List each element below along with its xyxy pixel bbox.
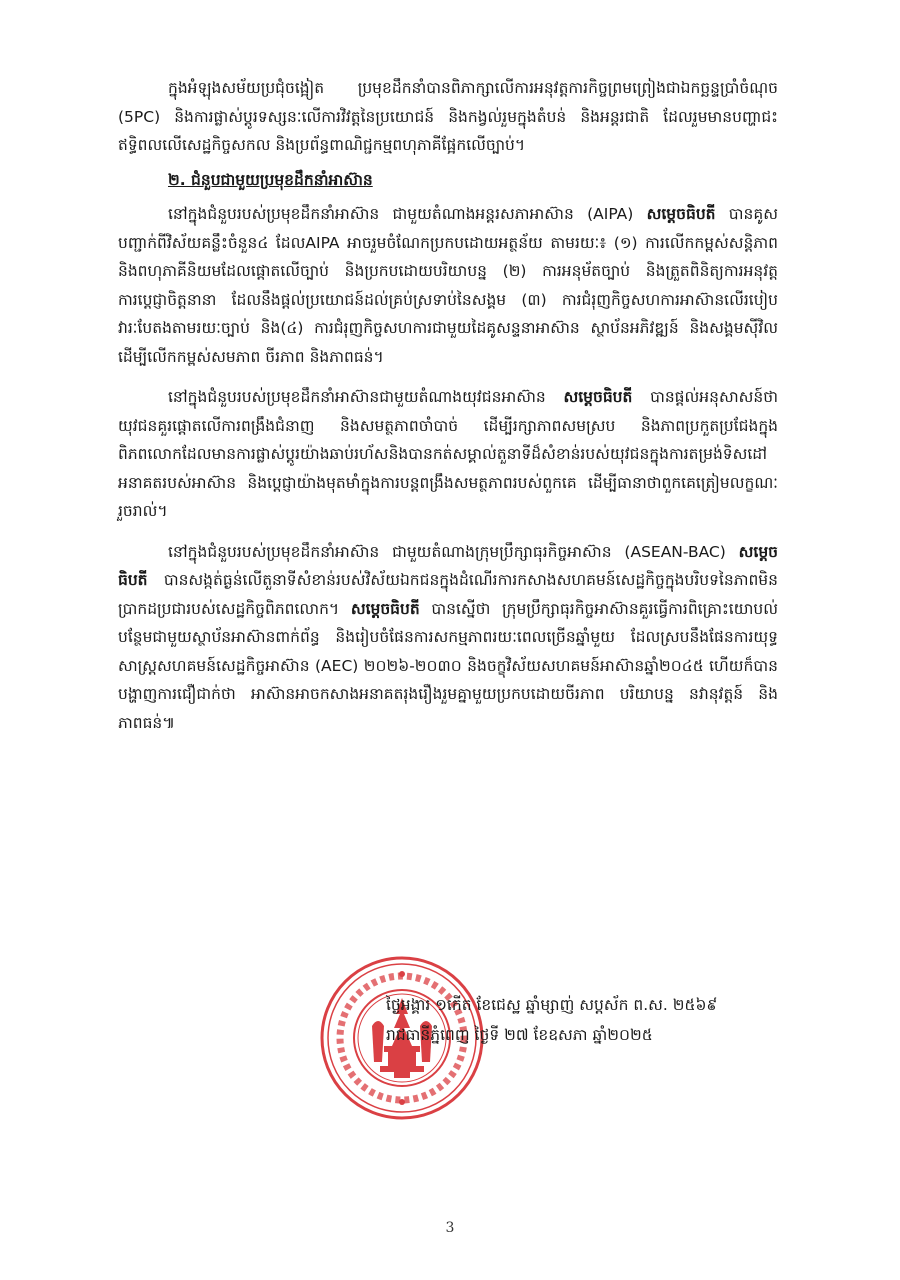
title-emphasis: សម្តេចធិបតី [563,388,633,406]
document-body [118,74,778,749]
intro-paragraph: ក្នុងអំឡុងសម័យប្រជុំចង្អៀត ប្រមុខដឹកនាំបានពិភាក្សាលើការអនុវត្តការកិច្ចព្រមព្រៀងជាឯកច្ឆន្ទប្រាំចំណុច (5PC) និងការផ្លាស់ប្តូរទស្សនៈលើការវិវត្តនៃប្រយោជន៍ និងកង្វល់រួមក្នុងតំបន់ និងអន្តរជាតិ ដែលរួមមានបញ្ហាជះឥទ្ធិពលលើសេដ្ឋកិច្ចសកល និងប្រព័ន្ធពាណិជ្ជកម្មពហុភាគីផ្អែកលើច្បាប់។ [118,79,778,154]
page-number: 3 [445,1220,455,1236]
solar-date: រាជធានីភ្នំពេញ ថ្ងៃទី ២៧ ខែឧសភា ឆ្នាំ២០២៥ [386,1026,653,1044]
title-emphasis: សម្តេចធិបតី [350,599,420,618]
title-emphasis: សម្តេចធិបតី [646,205,716,223]
youth-paragraph: នៅក្នុងជំនួបរបស់ប្រមុខដឹកនាំអាស៊ានជាមួយតំណាងយុវជនអាស៊ាន សម្តេចធិបតី បានផ្តល់អនុសាសន៍ថា យុវជនគួរផ្តោតលើការពង្រឹងជំនាញ និងសមត្ថភាពចាំបាច់ ដើម្បីរក្សាភាពសមស្រប និងភាពប្រកួតប្រជែងក្នុងពិភពលោកដែលមានការផ្លាស់ប្តូរយ៉ាងឆាប់រហ័សនិងបានកត់សម្គាល់តួនាទីដ៏សំខាន់របស់យុវជនក្នុងការតម្រង់ទិសដៅអនាគតរបស់អាស៊ាន និងប្តេជ្ញាយ៉ាងមុតមាំក្នុងការបន្តពង្រឹងសមត្ថភាពរបស់ពួកគេ ដើម្បីធានាថាពួកគេត្រៀមលក្ខណៈរួចរាល់។ [118,388,778,520]
lunar-date: ថ្ងៃអង្គារ ១កើត ខែជេស្ឋ ឆ្នាំម្សាញ់ សប្តស័ក ព.ស. ២៥៦៩ [386,996,718,1014]
asean-bac-paragraph: នៅក្នុងជំនួបរបស់ប្រមុខដឹកនាំអាស៊ាន ជាមួយតំណាងក្រុមប្រឹក្សាធុរកិច្ចអាស៊ាន (ASEAN-BAC) សម្តេចធិបតី បានសង្កត់ធ្ងន់លើតួនាទីសំខាន់របស់វិស័យឯកជនក្នុងដំណើរការកសាងសហគមន៍សេដ្ឋកិច្ចក្នុងបរិបទនៃភាពមិនប្រាកដប្រជារបស់សេដ្ឋកិច្ចពិភពលោក។ សម្តេចធិបតី បានស្នើថា ក្រុមប្រឹក្សាធុរកិច្ចអាស៊ានគួរធ្វើការពិគ្រោះយោបល់បន្ថែមជាមួយស្ថាប័នអាស៊ានពាក់ព័ន្ធ និងរៀបចំផែនការសកម្មភាពរយៈពេលច្រើនឆ្នាំមួយ ដែលស្របនឹងផែនការយុទ្ធសាស្ត្រសហគមន៍សេដ្ឋកិច្ចអាស៊ាន (AEC) ២០២៦-២០៣០ និងចក្ខុវិស័យសហគមន៍អាស៊ានឆ្នាំ២០៤៥ ហើយក៏បានបង្ហាញការជឿជាក់ថា អាស៊ានអាចកសាងអនាគតរុងរឿងរួមគ្នាមួយប្រកបដោយចីរភាព បរិយាបន្ន នវានុវត្តន៍ និងភាពធន់៕ [118,542,778,732]
section-heading: ២. ជំនួបជាមួយប្រមុខដឹកនាំអាស៊ាន [168,170,373,189]
aipa-paragraph: នៅក្នុងជំនួបរបស់ប្រមុខដឹកនាំអាស៊ាន ជាមួយតំណាងអន្តរសភាអាស៊ាន (AIPA) សម្តេចធិបតី បានគូសបញ្ជាក់ពីវិស័យគន្លឹះចំនួន៤ ដែលAIPA អាចរួមចំណែកប្រកបដោយអត្ថន័យ តាមរយៈ៖ (១) ការលើកកម្ពស់សន្តិភាព និងពហុភាគីនិយមដែលផ្តោតលើច្បាប់ និងប្រកបដោយបរិយាបន្ន (២) ការអនុម័តច្បាប់ និងត្រួតពិនិត្យការអនុវត្តការប្តេជ្ញាចិត្តនានា ដែលនឹងផ្តល់ប្រយោជន៍ដល់គ្រប់ស្រទាប់នៃសង្គម (៣) ការជំរុញកិច្ចសហការអាស៊ានលើរបៀបវារៈបែតងតាមរយៈច្បាប់ និង(៤) ការជំរុញកិច្ចសហការជាមួយដៃគូសន្ទនាអាស៊ាន ស្ថាប័នអភិវឌ្ឍន៍ និងសង្គមស៊ីវិល ដើម្បីលើកកម្ពស់សមភាព ចីរភាព និងភាពធន់។ [118,205,778,366]
title-emphasis: សម្តេចធិបតី [118,542,778,589]
date-block [386,990,806,1050]
